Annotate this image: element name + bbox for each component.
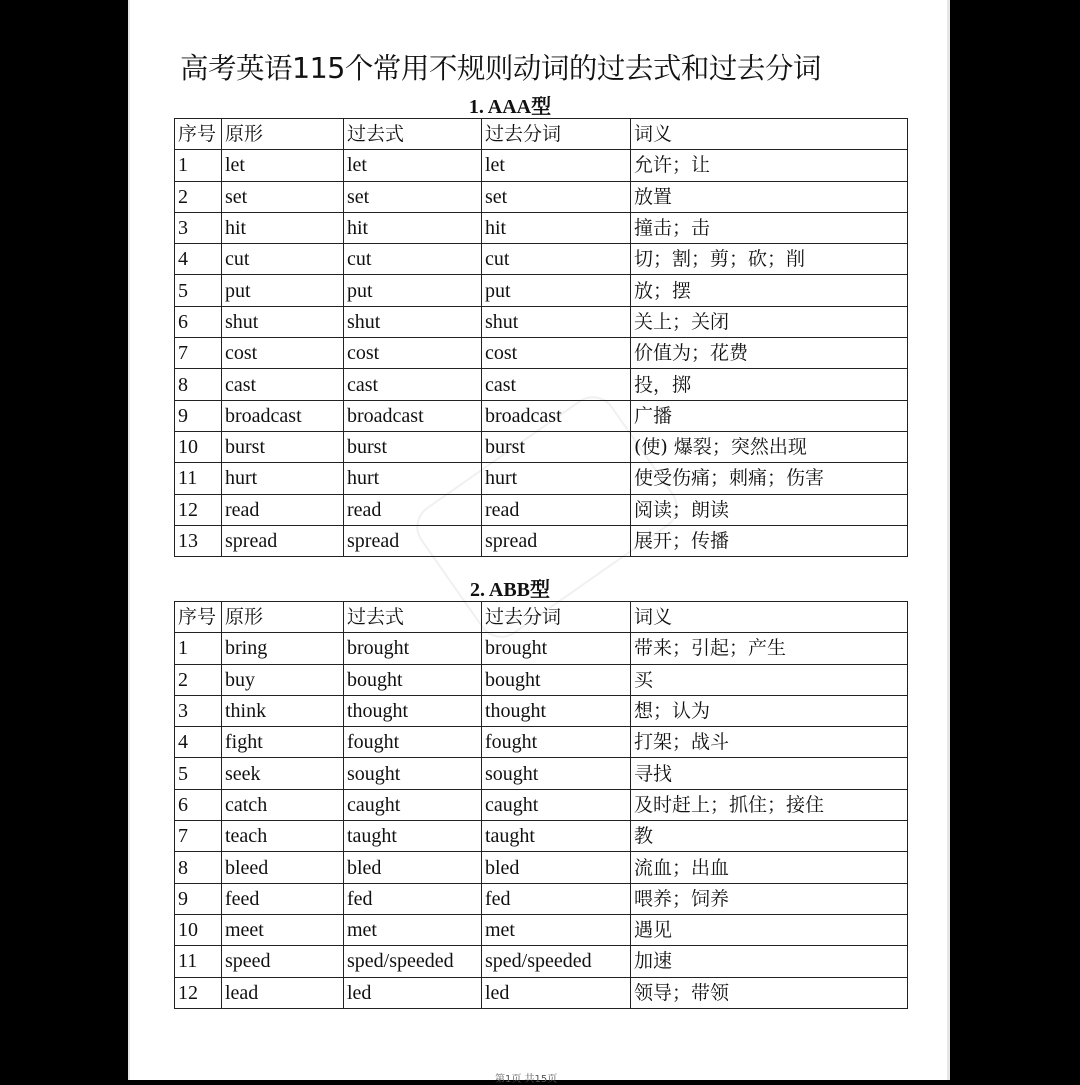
table-row (175, 883, 908, 914)
page-footer: 第1页 共15页 (495, 1074, 558, 1085)
table-row (175, 431, 908, 462)
past-tense: burst (344, 431, 482, 462)
meaning: 广播 (631, 400, 908, 431)
base-form: put (222, 275, 344, 306)
meaning: 使受伤痛；刺痛；伤害 (631, 463, 908, 494)
base-form: seek (222, 758, 344, 789)
table-row (175, 150, 908, 181)
base-form: think (222, 695, 344, 726)
meaning: 允许；让 (631, 150, 908, 181)
table-row (175, 369, 908, 400)
base-form: cost (222, 338, 344, 369)
base-form: feed (222, 883, 344, 914)
past-participle: met (482, 914, 631, 945)
table-row (175, 181, 908, 212)
meaning: 教 (631, 821, 908, 852)
row-number: 11 (175, 946, 222, 977)
row-number: 9 (175, 400, 222, 431)
meaning: 关上；关闭 (631, 306, 908, 337)
past-participle: led (482, 977, 631, 1008)
meaning: 想；认为 (631, 695, 908, 726)
table-aaa (174, 118, 908, 557)
table-row (175, 338, 908, 369)
row-number: 5 (175, 758, 222, 789)
past-tense: read (344, 494, 482, 525)
past-participle: hurt (482, 463, 631, 494)
row-number: 8 (175, 852, 222, 883)
meaning: 喂养；饲养 (631, 883, 908, 914)
table-row (175, 525, 908, 556)
table-header-row (175, 602, 908, 633)
past-participle: shut (482, 306, 631, 337)
past-tense: bled (344, 852, 482, 883)
column-header: 序号 (175, 119, 222, 150)
past-participle: let (482, 150, 631, 181)
base-form: lead (222, 977, 344, 1008)
row-number: 9 (175, 883, 222, 914)
meaning: 打架；战斗 (631, 727, 908, 758)
base-form: speed (222, 946, 344, 977)
table-row (175, 946, 908, 977)
past-participle: bought (482, 664, 631, 695)
past-participle: spread (482, 525, 631, 556)
row-number: 4 (175, 727, 222, 758)
table-row (175, 494, 908, 525)
column-header: 过去式 (344, 119, 482, 150)
row-number: 7 (175, 821, 222, 852)
column-header: 原形 (222, 119, 344, 150)
section-title-aaa: 1. AAA型 (468, 96, 552, 118)
past-tense: taught (344, 821, 482, 852)
past-participle: read (482, 494, 631, 525)
past-tense: set (344, 181, 482, 212)
past-tense: sped/speeded (344, 946, 482, 977)
row-number: 6 (175, 789, 222, 820)
row-number: 3 (175, 212, 222, 243)
past-tense: hurt (344, 463, 482, 494)
past-participle: brought (482, 633, 631, 664)
past-tense: thought (344, 695, 482, 726)
base-form: fight (222, 727, 344, 758)
past-participle: cast (482, 369, 631, 400)
row-number: 12 (175, 494, 222, 525)
base-form: bring (222, 633, 344, 664)
table-row (175, 275, 908, 306)
base-form: catch (222, 789, 344, 820)
table-row (175, 463, 908, 494)
past-tense: put (344, 275, 482, 306)
table-row (175, 212, 908, 243)
base-form: hurt (222, 463, 344, 494)
meaning: 寻找 (631, 758, 908, 789)
past-participle: put (482, 275, 631, 306)
past-participle: set (482, 181, 631, 212)
base-form: read (222, 494, 344, 525)
column-header: 过去式 (344, 602, 482, 633)
base-form: spread (222, 525, 344, 556)
meaning: 放；摆 (631, 275, 908, 306)
document-page (128, 0, 950, 1085)
meaning: 及时赶上；抓住；接住 (631, 789, 908, 820)
section-title-abb: 2. ABB型 (469, 579, 551, 601)
meaning: 展开；传播 (631, 525, 908, 556)
past-participle: sought (482, 758, 631, 789)
past-participle: fought (482, 727, 631, 758)
row-number: 6 (175, 306, 222, 337)
row-number: 10 (175, 914, 222, 945)
column-header: 词义 (631, 602, 908, 633)
meaning: (使) 爆裂；突然出现 (631, 431, 908, 462)
meaning: 放置 (631, 181, 908, 212)
row-number: 1 (175, 150, 222, 181)
base-form: cut (222, 244, 344, 275)
past-tense: met (344, 914, 482, 945)
row-number: 8 (175, 369, 222, 400)
base-form: cast (222, 369, 344, 400)
meaning: 切；割；剪；砍；削 (631, 244, 908, 275)
base-form: teach (222, 821, 344, 852)
meaning: 带来；引起；产生 (631, 633, 908, 664)
row-number: 12 (175, 977, 222, 1008)
base-form: let (222, 150, 344, 181)
past-participle: taught (482, 821, 631, 852)
table-row (175, 789, 908, 820)
past-tense: fought (344, 727, 482, 758)
meaning: 价值为；花费 (631, 338, 908, 369)
past-participle: hit (482, 212, 631, 243)
table-row (175, 727, 908, 758)
row-number: 5 (175, 275, 222, 306)
table-abb (174, 601, 908, 1009)
past-participle: fed (482, 883, 631, 914)
base-form: broadcast (222, 400, 344, 431)
meaning: 投，掷 (631, 369, 908, 400)
past-tense: brought (344, 633, 482, 664)
table-row (175, 758, 908, 789)
table-row (175, 633, 908, 664)
meaning: 撞击；击 (631, 212, 908, 243)
past-tense: cast (344, 369, 482, 400)
table-row (175, 664, 908, 695)
base-form: burst (222, 431, 344, 462)
table-row (175, 821, 908, 852)
table-row (175, 914, 908, 945)
row-number: 2 (175, 664, 222, 695)
past-participle: burst (482, 431, 631, 462)
past-participle: cost (482, 338, 631, 369)
past-participle: broadcast (482, 400, 631, 431)
meaning: 阅读；朗读 (631, 494, 908, 525)
base-form: shut (222, 306, 344, 337)
table-row (175, 306, 908, 337)
meaning: 流血；出血 (631, 852, 908, 883)
past-tense: cut (344, 244, 482, 275)
past-participle: thought (482, 695, 631, 726)
past-tense: shut (344, 306, 482, 337)
meaning: 买 (631, 664, 908, 695)
table-row (175, 852, 908, 883)
past-tense: spread (344, 525, 482, 556)
row-number: 10 (175, 431, 222, 462)
table-header-row (175, 119, 908, 150)
past-tense: cost (344, 338, 482, 369)
past-tense: let (344, 150, 482, 181)
base-form: hit (222, 212, 344, 243)
past-tense: fed (344, 883, 482, 914)
past-tense: caught (344, 789, 482, 820)
row-number: 4 (175, 244, 222, 275)
base-form: set (222, 181, 344, 212)
past-participle: sped/speeded (482, 946, 631, 977)
table-row (175, 400, 908, 431)
table-row (175, 695, 908, 726)
base-form: meet (222, 914, 344, 945)
row-number: 1 (175, 633, 222, 664)
past-participle: caught (482, 789, 631, 820)
column-header: 词义 (631, 119, 908, 150)
past-tense: bought (344, 664, 482, 695)
column-header: 序号 (175, 602, 222, 633)
past-participle: bled (482, 852, 631, 883)
table-row (175, 977, 908, 1008)
row-number: 11 (175, 463, 222, 494)
past-tense: sought (344, 758, 482, 789)
column-header: 过去分词 (482, 602, 631, 633)
row-number: 7 (175, 338, 222, 369)
row-number: 3 (175, 695, 222, 726)
row-number: 13 (175, 525, 222, 556)
past-participle: cut (482, 244, 631, 275)
past-tense: broadcast (344, 400, 482, 431)
page-title: 高考英语115个常用不规则动词的过去式和过去分词 (180, 52, 821, 85)
past-tense: led (344, 977, 482, 1008)
row-number: 2 (175, 181, 222, 212)
column-header: 原形 (222, 602, 344, 633)
meaning: 领导；带领 (631, 977, 908, 1008)
table-row (175, 244, 908, 275)
meaning: 加速 (631, 946, 908, 977)
column-header: 过去分词 (482, 119, 631, 150)
base-form: bleed (222, 852, 344, 883)
past-tense: hit (344, 212, 482, 243)
meaning: 遇见 (631, 914, 908, 945)
base-form: buy (222, 664, 344, 695)
